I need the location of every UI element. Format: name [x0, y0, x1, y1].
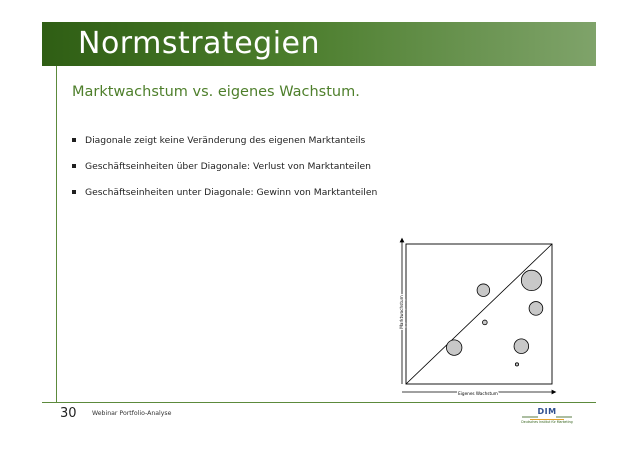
- business-unit-circle: [515, 363, 518, 366]
- business-unit-circle: [529, 302, 543, 316]
- bullet-list: [72, 134, 377, 212]
- slide-title: Normstrategien: [78, 26, 321, 61]
- left-rule: [56, 66, 57, 402]
- bullet-item: Geschäftseinheiten über Diagonale: Verlust von Marktanteilen: [72, 160, 377, 186]
- business-unit-circle: [446, 340, 461, 355]
- bullet-item: Diagonale zeigt keine Veränderung des eigenen Marktanteils: [72, 134, 377, 160]
- bullet-item: Geschäftseinheiten unter Diagonale: Gewinn von Marktanteilen: [72, 186, 377, 212]
- footer-text: Webinar Portfolio-Analyse: [92, 410, 172, 417]
- business-unit-circle: [521, 270, 541, 290]
- diagonal-line: [406, 244, 552, 384]
- x-axis-label: Eigenes Wachstum: [458, 391, 498, 396]
- slide-subtitle: Marktwachstum vs. eigenes Wachstum.: [72, 84, 360, 100]
- growth-matrix: [390, 236, 558, 400]
- footer-rule: [42, 402, 596, 403]
- y-axis-label: Marktwachstum: [399, 295, 404, 329]
- business-unit-circle: [483, 320, 488, 325]
- business-unit-circle: [477, 284, 490, 297]
- business-unit-circle: [514, 339, 529, 354]
- logo-subtext: Deutsches Institut für Marketing: [521, 420, 573, 424]
- logo-word: DIM: [537, 407, 557, 416]
- page-number: 30: [60, 406, 77, 421]
